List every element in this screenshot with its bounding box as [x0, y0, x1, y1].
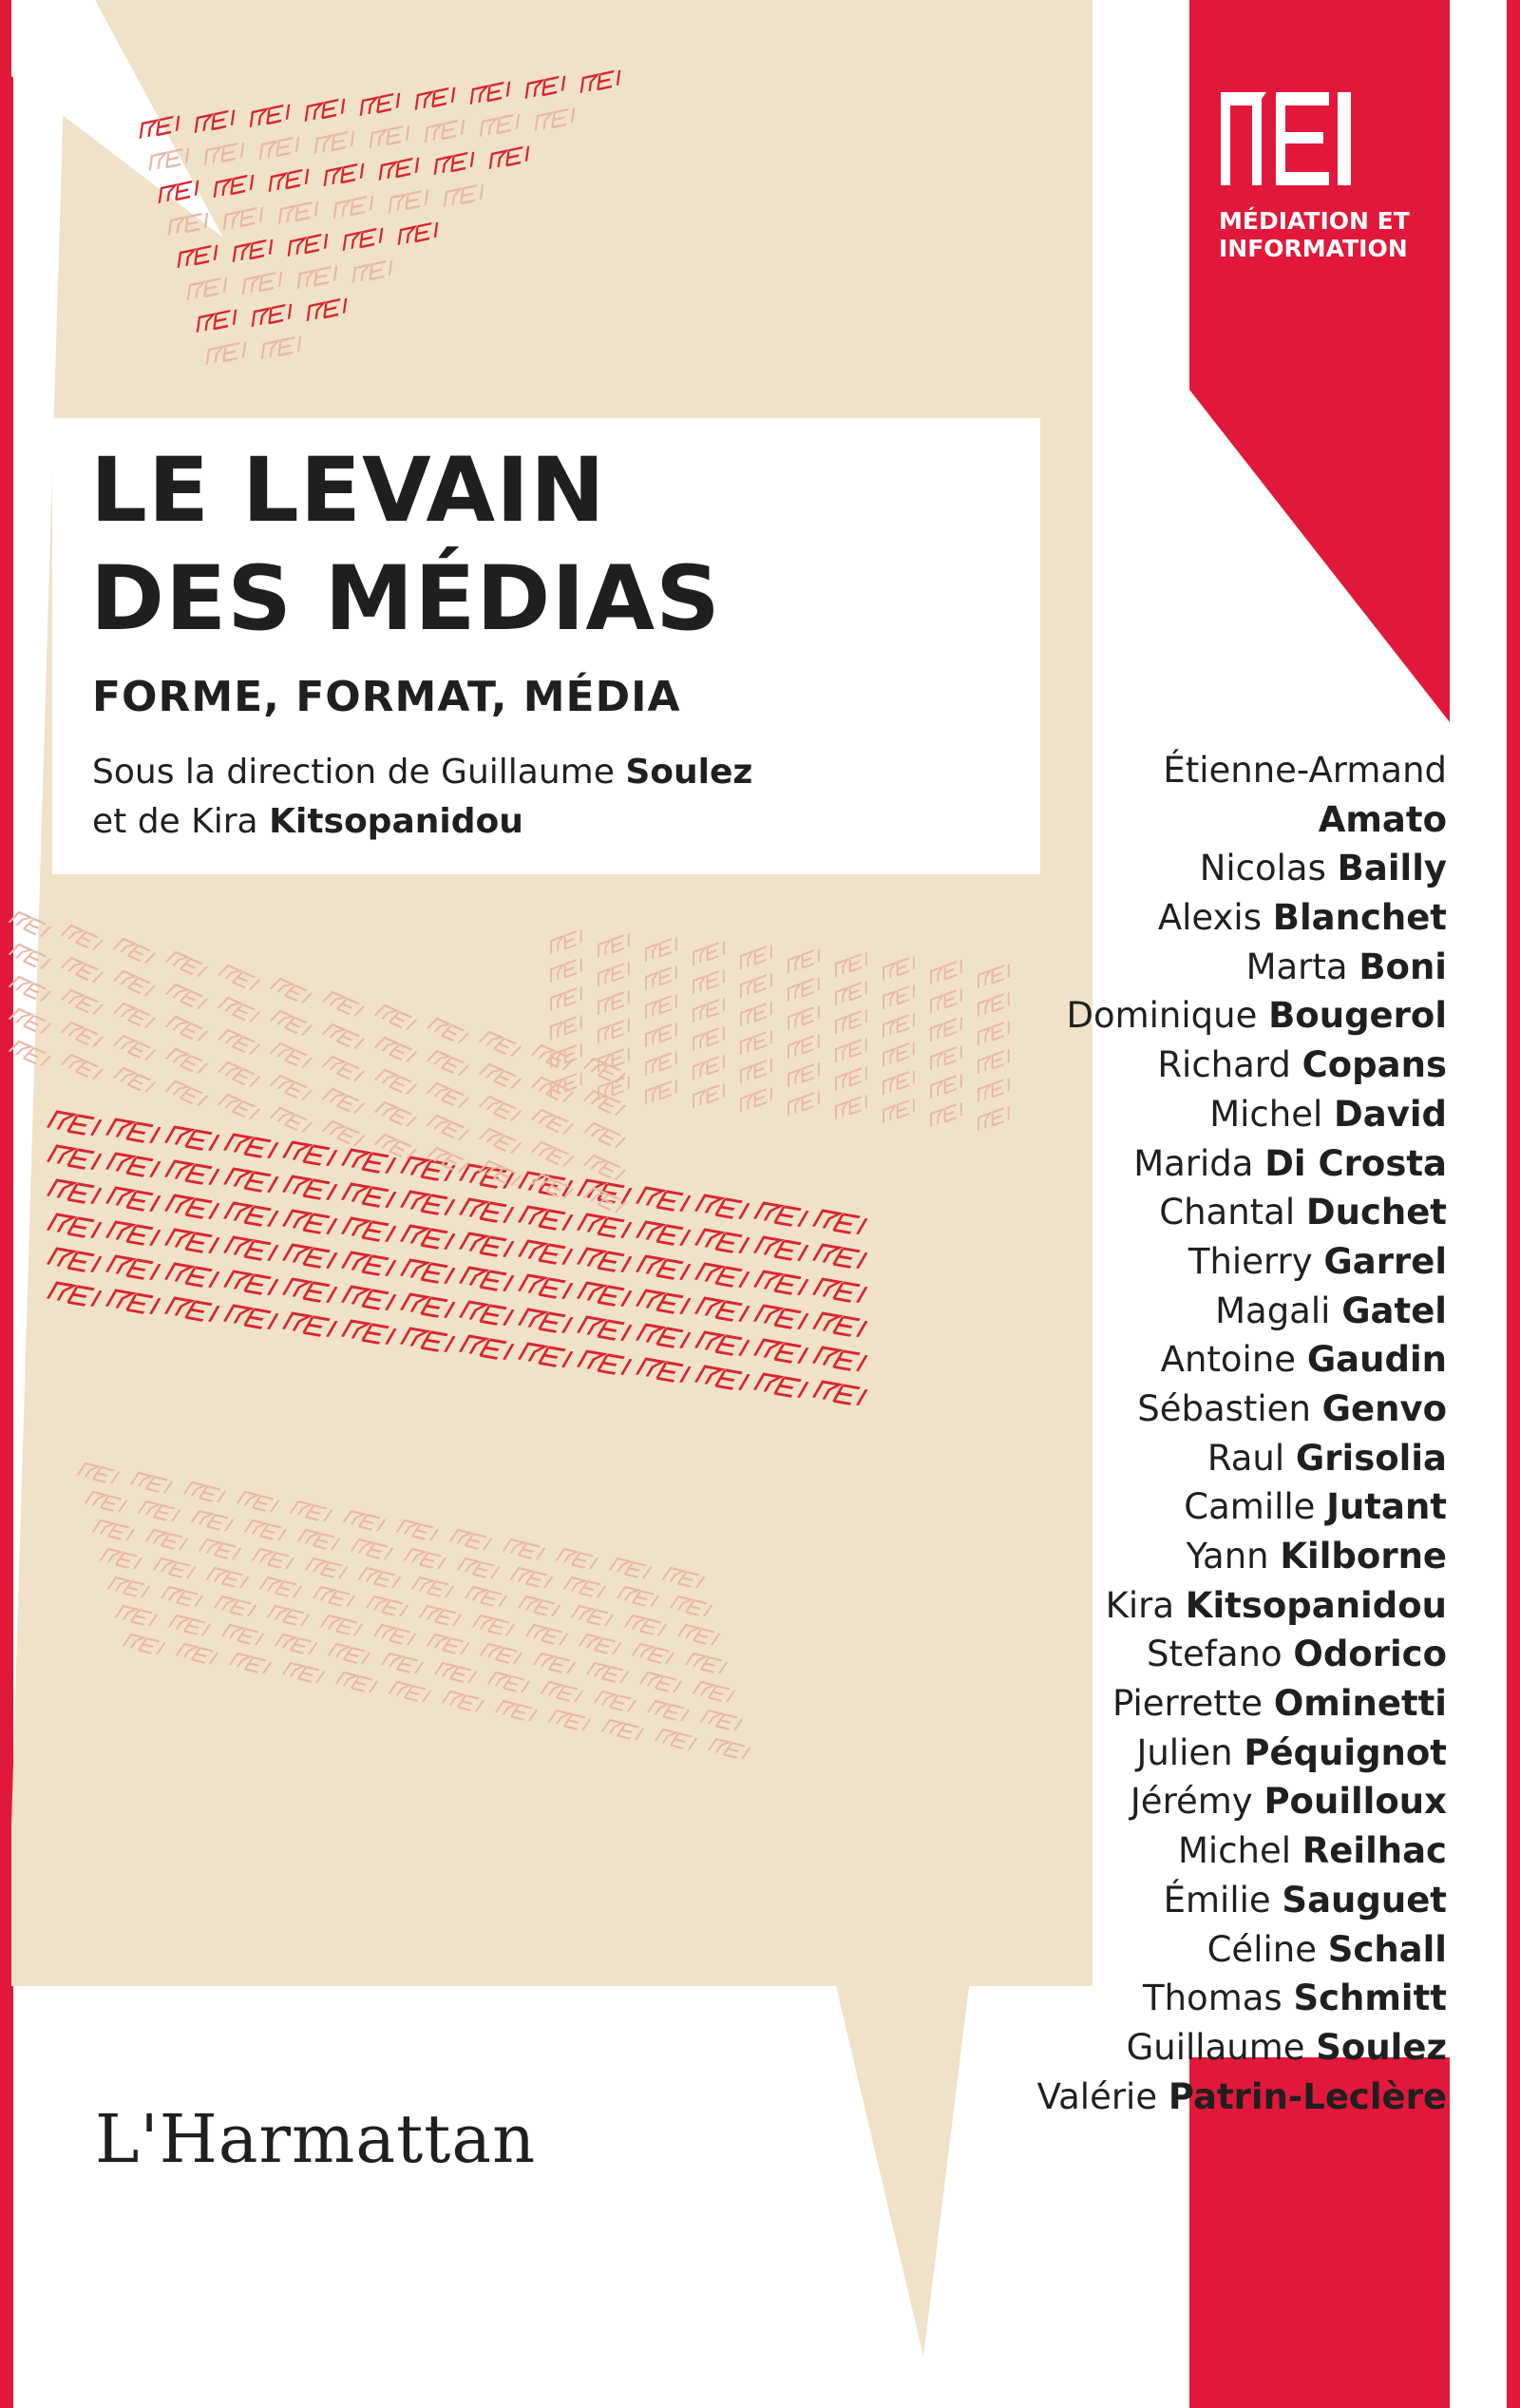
- contributor-lastname: Di Crosta: [1264, 1142, 1447, 1184]
- contributor-firstname: Thomas: [1143, 1978, 1282, 2019]
- publisher-logo: [95, 2100, 536, 2178]
- contributor-item: [915, 1041, 1447, 1090]
- contributor-firstname: Alexis: [1157, 897, 1262, 939]
- contributor-item: [915, 1679, 1447, 1729]
- contributor-firstname: Guillaume: [1126, 2026, 1305, 2068]
- series-line-1: MÉDIATION ET: [1219, 207, 1410, 235]
- contributor-item: [915, 943, 1447, 992]
- book-title-line-2: DES MÉDIAS: [90, 547, 721, 651]
- contributor-firstname: Antoine: [1160, 1339, 1297, 1381]
- editor-1-lastname: Soulez: [625, 753, 753, 792]
- contributor-lastname: Reilhac: [1302, 1830, 1447, 1872]
- contributor-firstname: Raul: [1206, 1437, 1285, 1479]
- contributor-item: [915, 1826, 1447, 1876]
- contributor-firstname: Jérémy: [1130, 1781, 1253, 1823]
- contributor-item: [915, 1581, 1447, 1631]
- contributor-firstname: Yann: [1186, 1536, 1269, 1577]
- contributor-firstname: Étienne-Armand: [1163, 750, 1447, 791]
- publisher-name: L'Harmattan: [95, 2100, 537, 2178]
- contributor-lastname: Bailly: [1337, 848, 1447, 889]
- contributor-firstname: Dominique: [1066, 995, 1258, 1037]
- contributor-firstname: Valérie: [1036, 2075, 1158, 2117]
- contributor-lastname: Kitsopanidou: [1185, 1584, 1447, 1626]
- contributor-item: [915, 746, 1447, 795]
- left-red-edge: [0, 0, 13, 2408]
- contributor-item: [915, 1532, 1447, 1581]
- contributor-item: [915, 1335, 1447, 1385]
- contributor-lastname: Amato: [1318, 798, 1447, 840]
- title-block: [52, 418, 1040, 874]
- contributor-item: [915, 1434, 1447, 1483]
- contributor-firstname: Magali: [1215, 1290, 1331, 1331]
- contributor-item: [915, 1974, 1447, 2023]
- contributor-item: [915, 1237, 1447, 1287]
- contributor-firstname: Michel: [1177, 1830, 1292, 1872]
- contributor-item: [915, 1482, 1447, 1532]
- editors-line-2: [92, 802, 523, 841]
- contributor-lastname: Jutant: [1326, 1486, 1447, 1528]
- contributor-firstname: Julien: [1136, 1731, 1233, 1773]
- series-name: [1219, 207, 1410, 262]
- contributor-item: [915, 795, 1447, 845]
- contributor-item: [915, 1139, 1447, 1189]
- contributor-firstname: Chantal: [1159, 1192, 1296, 1233]
- book-title-line-1: LE LEVAIN: [90, 439, 606, 543]
- contributor-item: [915, 2023, 1447, 2073]
- contributor-firstname: Marta: [1245, 946, 1348, 987]
- contributor-item: [915, 1385, 1447, 1434]
- editors-line-1: [92, 753, 752, 792]
- contributor-item: [915, 1925, 1447, 1975]
- contributor-firstname: Richard: [1157, 1044, 1291, 1086]
- contributor-item: [915, 1630, 1447, 1679]
- editors-prefix: Sous la direction de Guillaume: [92, 753, 615, 792]
- contributor-firstname: Kira: [1105, 1584, 1175, 1626]
- contributor-lastname: Sauguet: [1282, 1879, 1447, 1921]
- contributor-firstname: Céline: [1206, 1928, 1317, 1970]
- series-line-2: INFORMATION: [1219, 235, 1408, 262]
- contributor-lastname: Odorico: [1293, 1634, 1447, 1675]
- contributor-firstname: Nicolas: [1199, 848, 1326, 889]
- contributor-firstname: Émilie: [1163, 1879, 1271, 1921]
- contributor-lastname: Grisolia: [1295, 1437, 1447, 1479]
- contributors-list: [915, 746, 1447, 2121]
- editor-2-lastname: Kitsopanidou: [269, 802, 523, 841]
- contributor-lastname: Patrin-Leclère: [1168, 2075, 1447, 2117]
- contributor-firstname: Marida: [1133, 1142, 1254, 1184]
- contributor-lastname: Kilborne: [1280, 1536, 1447, 1577]
- contributor-lastname: Pouilloux: [1264, 1781, 1447, 1823]
- contributor-lastname: Soulez: [1316, 2026, 1447, 2068]
- contributor-lastname: Ominetti: [1273, 1683, 1447, 1725]
- mei-logo-icon: [1219, 90, 1409, 195]
- contributor-item: [915, 1876, 1447, 1925]
- contributor-item: [915, 1777, 1447, 1826]
- editors-prefix-2: et de Kira: [92, 802, 258, 841]
- contributor-firstname: Thierry: [1188, 1240, 1313, 1282]
- contributor-item: [915, 844, 1447, 893]
- contributor-firstname: Sébastien: [1137, 1387, 1311, 1429]
- right-red-edge: [1507, 0, 1520, 2408]
- contributor-lastname: Copans: [1302, 1044, 1447, 1086]
- contributor-lastname: David: [1334, 1093, 1447, 1135]
- contributor-lastname: Boni: [1358, 946, 1447, 987]
- contributor-lastname: Schmitt: [1293, 1978, 1447, 2019]
- contributor-lastname: Gaudin: [1306, 1339, 1447, 1381]
- contributor-lastname: Péquignot: [1244, 1731, 1447, 1773]
- book-subtitle: FORME, FORMAT, MÉDIA: [92, 673, 681, 721]
- contributor-firstname: Michel: [1209, 1093, 1323, 1135]
- contributor-item: [915, 991, 1447, 1041]
- contributor-firstname: Pierrette: [1112, 1683, 1264, 1725]
- contributor-firstname: Stefano: [1147, 1634, 1282, 1675]
- contributor-lastname: Schall: [1327, 1928, 1447, 1970]
- contributor-item: [915, 1729, 1447, 1778]
- contributor-lastname: Duchet: [1305, 1192, 1447, 1233]
- contributor-item: [915, 2073, 1447, 2122]
- contributor-lastname: Garrel: [1323, 1240, 1447, 1282]
- contributor-firstname: Camille: [1184, 1486, 1316, 1528]
- contributor-lastname: Gatel: [1341, 1290, 1447, 1331]
- contributor-lastname: Blanchet: [1272, 897, 1447, 939]
- contributor-item: [915, 1287, 1447, 1336]
- contributor-item: [915, 1090, 1447, 1139]
- contributor-item: [915, 893, 1447, 943]
- contributor-lastname: Bougerol: [1268, 995, 1447, 1037]
- contributor-lastname: Genvo: [1321, 1387, 1447, 1429]
- contributor-item: [915, 1188, 1447, 1237]
